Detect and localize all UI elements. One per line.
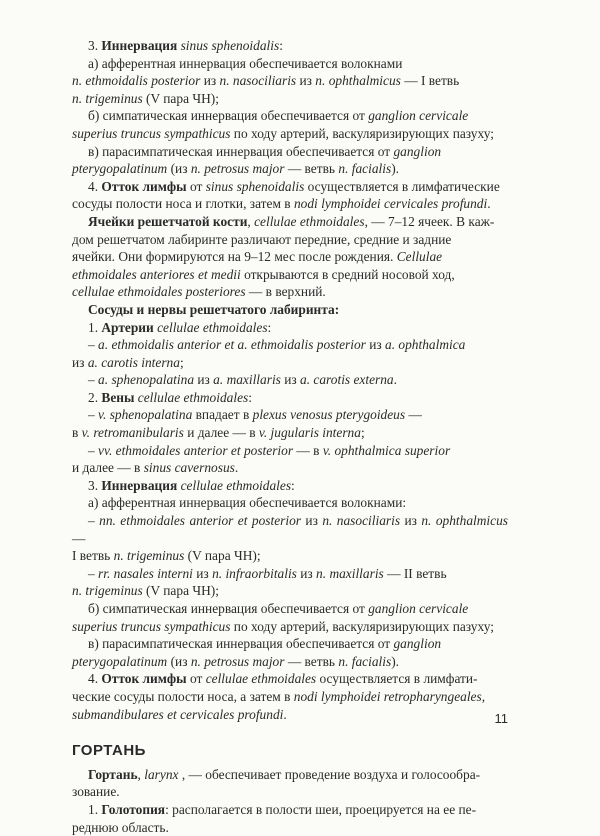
text-line bbox=[72, 125, 508, 143]
text-run: осуществляется в лимфати- bbox=[316, 671, 478, 687]
text-line bbox=[72, 766, 508, 784]
text-line bbox=[72, 231, 508, 249]
latin-term: n. petrosus major bbox=[190, 161, 285, 177]
bold-term: Вены bbox=[101, 389, 135, 405]
text-line bbox=[72, 819, 508, 836]
text-line bbox=[72, 512, 508, 547]
text-line bbox=[72, 213, 508, 231]
latin-term: rr. nasales interni bbox=[98, 565, 193, 581]
text-run: : bbox=[267, 319, 272, 335]
text-run: – bbox=[88, 565, 99, 581]
text-line bbox=[72, 618, 508, 636]
text-run: а) афферентная иннервация обеспечивается волокнами: bbox=[88, 495, 407, 511]
text-run: – bbox=[88, 442, 99, 458]
text-run: , — 7–12 ячеек. В каж- bbox=[364, 213, 495, 229]
latin-term: n. facialis bbox=[338, 653, 392, 669]
text-run: а) афферентная иннервация обеспечивается волокнами bbox=[88, 55, 403, 71]
text-run: — II ветвь bbox=[383, 565, 447, 581]
text-run: , — обеспечивает проведение воздуха и голосообра- bbox=[178, 766, 481, 782]
text-run: зование. bbox=[72, 784, 120, 800]
text-line bbox=[72, 160, 508, 178]
text-line bbox=[72, 389, 508, 407]
text-run: 1. bbox=[88, 801, 102, 817]
text-run: (из bbox=[167, 653, 191, 669]
text-line bbox=[72, 266, 508, 284]
text-line bbox=[72, 55, 508, 73]
text-line bbox=[72, 494, 508, 512]
text-run: из bbox=[300, 513, 323, 529]
bold-term: Гортань bbox=[88, 766, 138, 782]
latin-term: ganglion cervicale bbox=[368, 108, 469, 124]
latin-term: ethmoidales anteriores et medii bbox=[72, 266, 241, 282]
text-run: открываются в средний носовой ход, bbox=[240, 266, 455, 282]
latin-term: n. infraorbitalis bbox=[212, 565, 297, 581]
latin-term: n. nasociliaris bbox=[219, 73, 297, 89]
latin-term: v. ophthalmica superior bbox=[322, 442, 451, 458]
latin-term: plexus venosus pterygoideus bbox=[252, 407, 406, 423]
text-run: в bbox=[72, 425, 82, 441]
text-line bbox=[72, 319, 508, 337]
text-run: впадает в bbox=[192, 407, 253, 423]
text-line bbox=[72, 600, 508, 618]
text-run: (V пара ЧН); bbox=[142, 90, 219, 106]
latin-term: n. ethmoidalis posterior bbox=[72, 73, 201, 89]
text-run: ; bbox=[360, 425, 365, 441]
bold-term: Ячейки решетчатой кости bbox=[88, 213, 248, 229]
text-line bbox=[72, 178, 508, 196]
latin-term: a. maxillaris bbox=[213, 372, 281, 388]
text-run: — bbox=[405, 407, 422, 423]
latin-term: a. sphenopalatina bbox=[98, 372, 195, 388]
text-run: 3. bbox=[88, 477, 102, 493]
text-line bbox=[72, 653, 508, 671]
bold-term: Иннервация bbox=[101, 477, 178, 493]
latin-term: pterygopalatinum bbox=[72, 653, 168, 669]
latin-term: submandibulares et cervicales profundi bbox=[72, 706, 284, 722]
text-run: из bbox=[365, 337, 386, 353]
text-run: из bbox=[72, 354, 88, 370]
text-run: от bbox=[186, 671, 206, 687]
text-line bbox=[72, 37, 508, 55]
text-line bbox=[72, 406, 508, 424]
latin-term: Cellulae bbox=[396, 249, 443, 265]
bold-term: Сосуды и нервы решетчатого лабиринта: bbox=[88, 301, 340, 317]
latin-term: n. nasociliaris bbox=[322, 513, 401, 529]
text-run: из bbox=[280, 372, 301, 388]
latin-term: v. jugularis interna bbox=[258, 425, 361, 441]
text-run: I ветвь bbox=[72, 548, 114, 564]
latin-term: cellulae ethmoidales posteriores bbox=[72, 284, 246, 300]
text-line bbox=[72, 90, 508, 108]
text-run: из bbox=[200, 73, 220, 89]
text-run: , bbox=[481, 688, 486, 704]
text-run: в) парасимпатическая иннервация обеспечивается от bbox=[88, 636, 394, 652]
text-run: ческие сосуды полости носа, а затем в bbox=[72, 688, 294, 704]
text-run: б) симпатическая иннервация обеспечивается от bbox=[88, 601, 369, 616]
text-run: б) симпатическая иннервация обеспечивается от bbox=[88, 108, 369, 124]
text-run: , bbox=[137, 766, 145, 782]
text-line bbox=[72, 477, 508, 495]
latin-term: nodi lymphoidei cervicales profundi bbox=[293, 196, 488, 212]
text-run: осуществляется в лимфатические bbox=[304, 178, 500, 194]
bold-term: Артерии bbox=[101, 319, 154, 335]
latin-term: cellulae ethmoidales bbox=[137, 389, 249, 405]
text-run: — в bbox=[293, 442, 323, 458]
bold-term: Отток лимфы bbox=[101, 178, 187, 194]
latin-term: cellulae ethmoidales bbox=[205, 671, 317, 687]
text-run: (V пара ЧН); bbox=[184, 548, 261, 564]
text-run: (V пара ЧН); bbox=[142, 583, 219, 599]
text-run: (из bbox=[167, 161, 191, 177]
text-run: . bbox=[393, 372, 397, 388]
text-line bbox=[72, 459, 508, 477]
latin-term: a. carotis externa bbox=[300, 372, 394, 388]
latin-term: cellulae ethmoidales bbox=[180, 477, 292, 493]
latin-term: n. trigeminus bbox=[113, 548, 185, 564]
text-run: : располагается в полости шеи, проецируется на ее пе- bbox=[165, 801, 477, 817]
latin-term: n. ophthalmicus bbox=[315, 73, 401, 89]
latin-term: n. trigeminus bbox=[72, 90, 143, 106]
text-run: 4. bbox=[88, 671, 102, 687]
bold-term: Иннервация bbox=[101, 38, 178, 53]
text-run: : bbox=[291, 477, 295, 493]
text-run: из bbox=[192, 565, 213, 581]
text-line bbox=[72, 336, 508, 354]
latin-term: a. ophthalmica bbox=[385, 337, 466, 353]
text-run: – bbox=[88, 513, 100, 529]
text-line bbox=[72, 283, 508, 301]
text-run: из bbox=[194, 372, 214, 388]
text-line bbox=[72, 688, 508, 706]
text-run: — ветвь bbox=[284, 161, 339, 177]
text-run: — ветвь bbox=[284, 653, 339, 669]
text-line bbox=[72, 143, 508, 161]
text-run: сосуды полости носа и глотки, затем в bbox=[72, 196, 294, 212]
text-run: ). bbox=[391, 161, 400, 177]
latin-term: n. facialis bbox=[338, 161, 392, 177]
text-run: – bbox=[88, 337, 99, 353]
text-run: ячейки. Они формируются на 9–12 мес после рождения. bbox=[72, 249, 397, 265]
text-run: . bbox=[234, 460, 239, 476]
text-run: 3. bbox=[88, 38, 102, 53]
text-line bbox=[72, 565, 508, 583]
latin-term: vv. ethmoidales anterior et posterior bbox=[98, 442, 294, 458]
text-run: и далее — в bbox=[72, 460, 144, 476]
latin-term: ganglion bbox=[393, 143, 442, 159]
latin-term: n. petrosus major bbox=[190, 653, 285, 669]
text-run: из bbox=[296, 73, 316, 89]
text-line bbox=[72, 670, 508, 688]
text-run: 1. bbox=[88, 319, 102, 335]
text-line bbox=[72, 442, 508, 460]
latin-term: n. ophthalmicus bbox=[421, 513, 508, 529]
latin-term: nodi lymphoidei retropharyngeales bbox=[293, 688, 482, 704]
text-run: реднюю область. bbox=[72, 819, 169, 835]
text-run: по ходу артерий, васкуляризирующих пазуху; bbox=[230, 125, 494, 141]
text-run: 2. bbox=[88, 389, 102, 405]
text-run: – bbox=[88, 372, 99, 388]
text-line bbox=[72, 301, 508, 319]
text-line bbox=[72, 354, 508, 372]
latin-term: a. ethmoidalis anterior et a. ethmoidalis posterior bbox=[98, 337, 366, 353]
latin-term: ganglion bbox=[393, 636, 442, 652]
text-line bbox=[72, 547, 508, 565]
text-run: ; bbox=[179, 354, 184, 370]
latin-term: n. trigeminus bbox=[72, 583, 143, 599]
latin-term: sinus sphenoidalis bbox=[180, 38, 280, 53]
text-line bbox=[72, 783, 508, 801]
latin-term: sinus sphenoidalis bbox=[205, 178, 305, 194]
text-line bbox=[72, 706, 508, 724]
latin-term: cellulae ethmoidales bbox=[157, 319, 268, 335]
text-line bbox=[72, 582, 508, 600]
text-run: . bbox=[283, 706, 287, 722]
latin-term: a. carotis interna bbox=[87, 354, 180, 370]
text-run: 4. bbox=[88, 178, 102, 194]
text-run: и далее — в bbox=[183, 425, 259, 441]
text-run: — I ветвь bbox=[400, 73, 460, 89]
latin-term: nn. ethmoidales anterior et posterior bbox=[99, 513, 301, 529]
text-run: , bbox=[247, 213, 255, 229]
text-run: : bbox=[279, 38, 283, 53]
text-run: — в верхний. bbox=[245, 284, 326, 300]
text-line bbox=[72, 195, 508, 213]
latin-term: v. sphenopalatina bbox=[98, 407, 193, 423]
text-run: . bbox=[487, 196, 491, 212]
latin-term: larynx bbox=[144, 766, 179, 782]
text-run: от bbox=[186, 178, 206, 194]
bold-term: Голотопия bbox=[101, 801, 166, 817]
latin-term: sinus cavernosus bbox=[143, 460, 235, 476]
text-line bbox=[72, 424, 508, 442]
text-run: – bbox=[88, 407, 99, 423]
text-line bbox=[72, 801, 508, 819]
latin-term: v. retromanibularis bbox=[81, 425, 184, 441]
text-line bbox=[72, 107, 508, 125]
text-run: из bbox=[400, 513, 422, 529]
text-line bbox=[72, 371, 508, 389]
latin-term: n. maxillaris bbox=[316, 565, 384, 581]
text-line bbox=[72, 635, 508, 653]
text-line bbox=[72, 72, 508, 90]
text-run: дом решетчатом лабиринте различают передние, средние и задние bbox=[72, 231, 452, 247]
text-run: — bbox=[72, 530, 86, 546]
section-heading: ГОРТАНЬ bbox=[72, 742, 146, 760]
latin-term: superius truncus sympathicus bbox=[72, 618, 231, 634]
text-run: из bbox=[296, 565, 317, 581]
latin-term: superius truncus sympathicus bbox=[72, 125, 231, 141]
page-body bbox=[72, 37, 508, 836]
latin-term: pterygopalatinum bbox=[72, 161, 168, 177]
text-run: по ходу артерий, васкуляризирующих пазуху; bbox=[230, 618, 494, 634]
text-run: ). bbox=[391, 653, 400, 669]
latin-term: ganglion cervicale bbox=[368, 601, 469, 616]
latin-term: cellulae ethmoidales bbox=[254, 213, 365, 229]
text-line bbox=[72, 248, 508, 266]
page-number: 11 bbox=[494, 711, 508, 726]
text-run: : bbox=[248, 389, 252, 405]
bold-term: Отток лимфы bbox=[101, 671, 187, 687]
text-run: в) парасимпатическая иннервация обеспечивается от bbox=[88, 143, 394, 159]
